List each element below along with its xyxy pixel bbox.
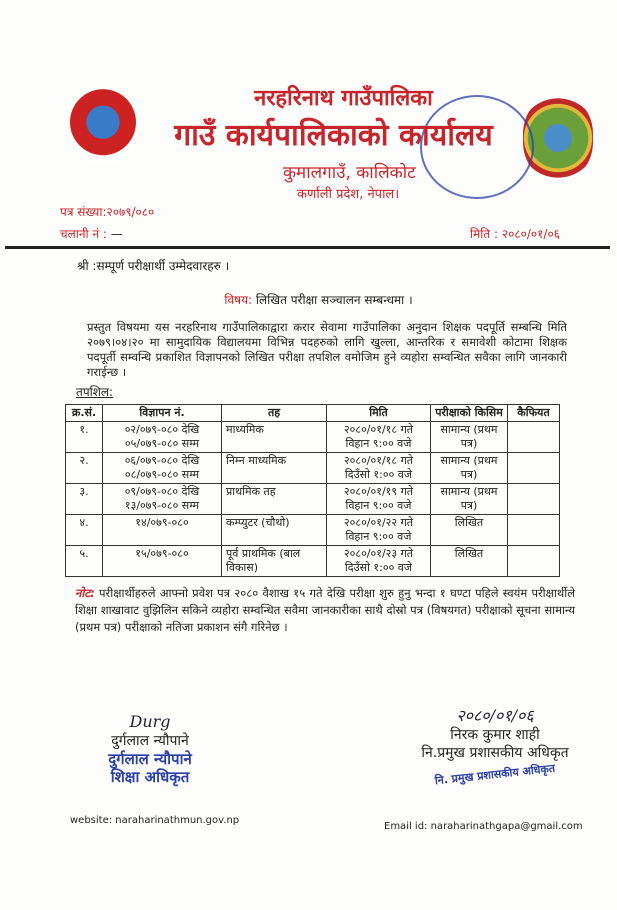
ad-line1: ०६/०७९-०८० देखि — [124, 454, 200, 467]
letter-body — [65, 320, 576, 636]
cell-date — [327, 422, 431, 453]
body-paragraph: प्रस्तुत विषयमा यस नरहरिनाथ गाउँपालिकाद्वारा करार सेवामा गाउँपालिका अनुदान शिक्षक पदपूर्ति सम्बन्धि मिति २०७९।०४।२० मा सामुदायिक विद्यालयमा विभिन्न पदहरुको लागि खुल्ला, आन्तरिक र समावेशी कोटामा शिक्षक पदपूर्ती सम्वन्धि प्रकाशित विज्ञापनको लिखित परीक्षा तपशिल वमोजिम हुने व्यहोरा सम्वन्धित सवैका लागि जानकारी गराईन्छ । — [87, 320, 567, 379]
schedule-label: तपशिल: — [76, 385, 114, 399]
cell-sn: ५. — [66, 546, 103, 577]
signer-title-left: शिक्षा अधिकृत — [110, 768, 190, 786]
header-sn: क्र.सं. — [66, 405, 103, 422]
date-line1: २०८०/०१/१९ गते — [343, 485, 414, 498]
cell-date — [327, 484, 431, 515]
office-name: गाउँ कार्यपालिकाको कार्यालय — [174, 118, 493, 153]
email: Email id: naraharinathgapa@gmail.com — [384, 821, 583, 832]
cell-ad-no — [103, 484, 222, 515]
table-row — [66, 422, 560, 453]
table-row — [66, 515, 560, 546]
cell-remarks — [508, 453, 560, 484]
designation-stamp-right: नि. प्रमुख प्रशासकीय अधिकृत — [434, 761, 556, 788]
signer-name-left: दुर्गलाल न्यौपाने — [111, 733, 189, 749]
header-level: तह — [222, 405, 327, 422]
signer-name-right: निरक कुमार शाही — [450, 727, 540, 743]
signature-block-right — [400, 706, 590, 788]
cell-level: पूर्व प्राथमिक (बाल विकास) — [222, 546, 327, 577]
date-line1: २०८०/०१/१८ गते — [343, 423, 414, 436]
cell-sn: ४. — [66, 515, 103, 546]
cell-level: प्राथमिक तह — [222, 484, 327, 515]
cell-exam-type: लिखित — [431, 546, 508, 577]
ad-line2: ०८/०७९-०८० सम्म — [124, 468, 200, 481]
cell-level: कम्प्युटर (चौथो) — [222, 515, 327, 546]
cell-ad-no — [103, 546, 222, 577]
table-header-row — [66, 405, 560, 422]
ad-line2: १३/०७९-०८० सम्म — [124, 499, 200, 512]
cell-date — [327, 546, 431, 577]
signer-title-right: नि.प्रमुख प्रशासकीय अधिकृत — [421, 745, 569, 761]
ad-line1: ०२/०७९-०८० देखि — [124, 423, 200, 436]
cell-sn: ३. — [66, 484, 103, 515]
table-row — [66, 453, 560, 484]
cell-remarks — [508, 515, 560, 546]
date-line2: विहान ९:०० वजे — [345, 437, 412, 450]
website: website: naraharinathmun.gov.np — [70, 815, 240, 826]
cell-ad-no — [103, 453, 222, 484]
date-line1: २०८०/०१/१८ गते — [343, 454, 414, 467]
cell-exam-type: लिखित — [431, 515, 508, 546]
ad-line1: १४/०७९-०८० — [135, 516, 189, 529]
cell-ad-no — [103, 515, 222, 546]
cell-sn: २. — [66, 453, 103, 484]
cell-date — [327, 515, 431, 546]
date-line2: विहान ९:०० वजे — [345, 530, 412, 543]
cell-exam-type: सामान्य (प्रथम पत्र) — [431, 484, 508, 515]
letter-date: मिति : २०८०/०१/०६ — [470, 227, 560, 241]
ad-line2: ०५/०७९-०८० सम्म — [124, 437, 200, 450]
ad-line1: ०९/०७९-०८० देखि — [124, 485, 200, 498]
cell-ad-no — [103, 422, 222, 453]
date-line1: २०८०/०१/२३ गते — [343, 547, 414, 560]
name-stamp-left: दुर्गलाल न्यौपाने — [108, 750, 192, 768]
date-line1: २०८०/०१/२२ गते — [343, 516, 414, 529]
cell-remarks — [508, 546, 560, 577]
address-line1: कुमालगाउँ, कालिकोट — [283, 163, 416, 183]
signature-right: २०८०/०१/०६ — [456, 706, 534, 725]
recipient: श्री :सम्पूर्ण परीक्षार्थी उम्मेदवारहरु । — [77, 259, 230, 273]
note: नोट: परीक्षार्थीहरुले आफ्नो प्रवेश पत्र २०८० वैशाख १५ गते देखि परीक्षा शुरु हुनु भन्दा १ घण्टा पहिले स्वयंम परीक्षार्थीले शिक्षा शाखावाट वुझिलिन सकिने व्यहोरा सम्वन्धित सवैमा जानकारीका साथै दोस्रो पत्र (विषयगत) परीक्षाको सूचना सामान्य (प्रथम पत्र) परीक्षाको नतिजा प्रकाशन संगै गरिनेछ । — [75, 586, 576, 634]
cell-date — [327, 453, 431, 484]
exam-schedule-table — [65, 404, 560, 577]
header-date: मिति — [327, 405, 431, 422]
dispatch-number: चलानी नं : — — [60, 227, 123, 241]
date-line2: दिउँसो १:०० वजे — [344, 561, 413, 574]
signature-left: Durg — [129, 712, 171, 731]
municipality-name: नरहरिनाथ गाउँपालिका — [254, 86, 433, 111]
table-row — [66, 546, 560, 577]
cell-exam-type: सामान्य (प्रथम पत्र) — [431, 422, 508, 453]
header-divider — [5, 246, 610, 249]
ad-line1: १५/०७९-०८० — [135, 547, 189, 560]
header-ad-no: विज्ञापन नं. — [103, 405, 222, 422]
cell-exam-type: सामान्य (प्रथम पत्र) — [431, 453, 508, 484]
date-line2: दिउँसो १:०० वजे — [344, 468, 413, 481]
date-line2: विहान ९:०० वजे — [345, 499, 412, 512]
header-remarks: कैफियत — [508, 405, 560, 422]
cell-level: माध्यमिक — [222, 422, 327, 453]
ref-number: पत्र संख्या:२०७९/०८० — [60, 205, 155, 219]
cell-remarks — [508, 484, 560, 515]
address-line2: कर्णाली प्रदेश, नेपाल। — [297, 187, 400, 202]
table-row — [66, 484, 560, 515]
cell-level: निम्न माध्यमिक — [222, 453, 327, 484]
subject: विषय: लिखित परीक्षा सञ्चालन सम्बन्धमा । — [224, 293, 413, 307]
signature-block-left — [90, 712, 210, 786]
cell-sn: १. — [66, 422, 103, 453]
header-exam-type: परीक्षाको किसिम — [431, 405, 508, 422]
cell-remarks — [508, 422, 560, 453]
